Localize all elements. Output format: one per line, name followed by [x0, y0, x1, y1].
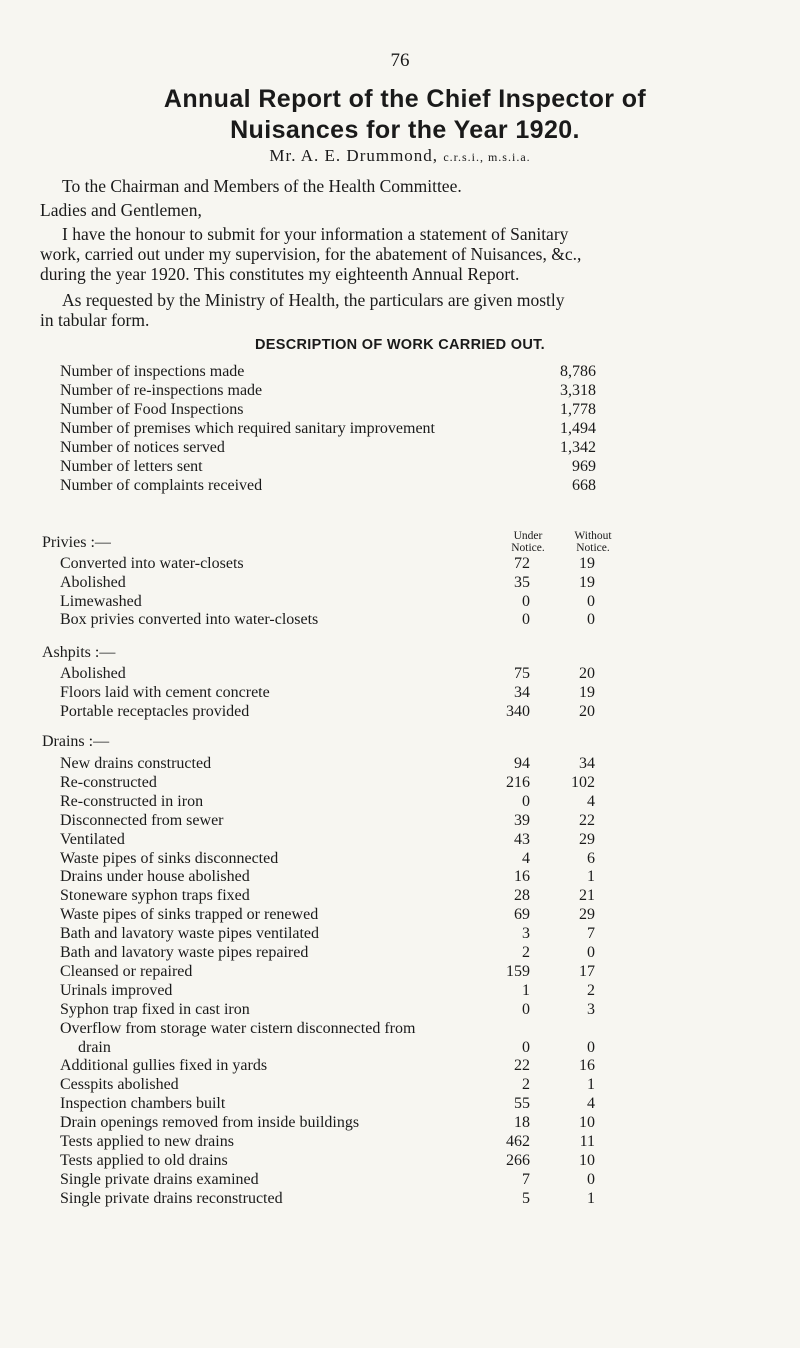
- row-label: Number of re-inspections made: [60, 382, 263, 399]
- without-notice-value: 4: [587, 1095, 595, 1113]
- under-notice-value: 462: [506, 1133, 530, 1150]
- row-label: Portable receptacles provided: [60, 703, 250, 720]
- under-notice-value: 4: [522, 849, 530, 867]
- table-row: [0, 1151, 800, 1171]
- drains-heading: Drains :—: [42, 733, 110, 750]
- title-line-1: Annual Report of the Chief Inspector of: [163, 85, 647, 113]
- under-notice-value: 5: [522, 1189, 530, 1207]
- table-row: [0, 962, 800, 982]
- row-label: Waste pipes of sinks trapped or renewed: [60, 906, 319, 924]
- under-notice-value: 159: [506, 962, 530, 980]
- row-label: Converted into water-closets: [60, 555, 244, 572]
- table-row: [0, 554, 800, 574]
- row-label: Re-constructed in iron: [60, 792, 204, 810]
- under-notice-value: 28: [514, 887, 530, 905]
- without-notice-value: 16: [579, 1057, 595, 1075]
- under-notice-value: 266: [506, 1151, 530, 1169]
- without-notice-value: 20: [579, 703, 595, 720]
- column-header-under-notice: Under Notice.: [511, 530, 545, 554]
- summary-row: [0, 457, 800, 477]
- row-label: Bath and lavatory waste pipes ventilated: [60, 925, 320, 943]
- under-notice-value: 39: [514, 811, 530, 829]
- without-notice-value: 34: [579, 755, 595, 772]
- under-notice-value: 75: [514, 665, 530, 682]
- table-row: [0, 886, 800, 906]
- without-notice-value: 102: [571, 773, 595, 791]
- row-label: Number of notices served: [60, 439, 225, 456]
- row-label: Cesspits abolished: [60, 1076, 179, 1094]
- under-notice-value: 0: [522, 1038, 530, 1056]
- row-label: Box privies converted into water-closets: [60, 611, 319, 629]
- row-label: Cleansed or repaired: [60, 962, 193, 980]
- without-notice-value: 10: [579, 1151, 595, 1169]
- row-label: Tests applied to new drains: [60, 1133, 234, 1150]
- table-row: [0, 773, 800, 793]
- table-row: [0, 924, 800, 944]
- under-notice-value: 0: [522, 592, 530, 610]
- row-label: Overflow from storage water cistern disconnected from: [60, 1019, 416, 1037]
- under-notice-value: 69: [514, 906, 530, 924]
- table-row: [0, 1132, 800, 1152]
- summary-row: [0, 381, 800, 401]
- report-title: [60, 84, 750, 146]
- under-notice-value: 34: [514, 684, 530, 701]
- under-notice-value: 2: [522, 1076, 530, 1094]
- row-value: 1,494: [560, 420, 596, 437]
- under-notice-value: 3: [522, 925, 530, 943]
- without-notice-value: 1: [587, 868, 595, 886]
- without-notice-value: 1: [587, 1076, 595, 1094]
- without-notice-value: 1: [587, 1189, 595, 1207]
- row-label: Inspection chambers built: [60, 1095, 226, 1113]
- table-row: [0, 830, 800, 850]
- table-row: [0, 1000, 800, 1020]
- row-label: Number of inspections made: [60, 363, 245, 380]
- author-qualifications: c.r.s.i., m.s.i.a.: [443, 150, 531, 164]
- without-notice-value: 0: [587, 592, 595, 610]
- table-row: [0, 792, 800, 812]
- row-label: Number of complaints received: [60, 477, 263, 494]
- intro-line: work, carried out under my supervision, for the abatement of Nuisances, &c.,: [40, 244, 582, 264]
- row-label: Single private drains examined: [60, 1170, 259, 1188]
- row-label: Drains under house abolished: [60, 868, 250, 886]
- row-label: Limewashed: [60, 592, 142, 610]
- row-label: Waste pipes of sinks disconnected: [60, 849, 279, 867]
- without-notice-value: 7: [587, 925, 595, 943]
- intro-line: during the year 1920. This constitutes my eighteenth Annual Report.: [40, 264, 520, 284]
- row-label: Bath and lavatory waste pipes repaired: [60, 944, 309, 961]
- without-notice-value: 0: [587, 1170, 595, 1188]
- row-label: Abolished: [60, 665, 126, 682]
- without-notice-value: 19: [579, 684, 595, 701]
- author-name: Mr. A. E. Drummond,: [269, 146, 439, 165]
- privies-heading: Privies :—: [42, 534, 111, 551]
- row-label: Disconnected from sewer: [60, 811, 224, 829]
- summary-row: [0, 438, 800, 458]
- table-row: [0, 1019, 800, 1039]
- salutation: Ladies and Gentlemen,: [40, 200, 202, 220]
- row-label: Single private drains reconstructed: [60, 1189, 283, 1207]
- table-row: [0, 849, 800, 869]
- row-value: 969: [572, 458, 596, 475]
- row-label: Tests applied to old drains: [60, 1151, 228, 1169]
- row-label: Re-constructed: [60, 773, 157, 791]
- without-notice-value: 6: [587, 849, 595, 867]
- under-notice-value: 7: [522, 1170, 530, 1188]
- table-row: [0, 664, 800, 684]
- author-line: [0, 146, 800, 166]
- salutation-to: To the Chairman and Members of the Health Committee.: [62, 176, 462, 196]
- table-row: [0, 981, 800, 1001]
- under-notice-value: 72: [514, 555, 530, 572]
- without-notice-value: 4: [587, 792, 595, 810]
- under-notice-value: 0: [522, 792, 530, 810]
- without-notice-value: 19: [579, 555, 595, 572]
- without-notice-value: 0: [587, 1038, 595, 1056]
- under-notice-value: 16: [514, 868, 530, 886]
- under-notice-value: 216: [506, 773, 530, 791]
- row-label: Stoneware syphon traps fixed: [60, 887, 250, 905]
- table-row: [0, 1094, 800, 1114]
- row-label: Syphon trap fixed in cast iron: [60, 1000, 250, 1018]
- under-notice-value: 43: [514, 830, 530, 848]
- table-row: [0, 683, 800, 703]
- under-notice-value: 18: [514, 1114, 530, 1132]
- table-row: [0, 1170, 800, 1190]
- under-notice-value: 1: [522, 981, 530, 999]
- under-notice-value: 0: [522, 1000, 530, 1018]
- under-notice-value: 340: [506, 703, 530, 720]
- summary-row: [0, 476, 800, 496]
- without-notice-value: 0: [587, 611, 595, 629]
- under-notice-value: 55: [514, 1095, 530, 1113]
- table-row: [0, 754, 800, 774]
- without-notice-value: 21: [579, 887, 595, 905]
- column-header-without-notice: Without Notice.: [574, 530, 612, 554]
- row-value: 3,318: [560, 382, 596, 399]
- without-notice-value: 29: [579, 830, 595, 848]
- row-label: Number of Food Inspections: [60, 401, 244, 418]
- without-notice-value: 0: [587, 944, 595, 961]
- summary-row: [0, 419, 800, 439]
- without-notice-value: 20: [579, 665, 595, 682]
- row-value: 1,342: [560, 439, 596, 456]
- without-notice-value: 10: [579, 1114, 595, 1132]
- intro-line: I have the honour to submit for your information a statement of Sanitary: [62, 224, 569, 244]
- row-value: 8,786: [560, 363, 596, 380]
- table-row: [0, 610, 800, 630]
- row-label: Drain openings removed from inside buildings: [60, 1114, 360, 1132]
- page-number: 76: [390, 50, 410, 71]
- table-row: [0, 592, 800, 612]
- table-row: [0, 905, 800, 925]
- without-notice-value: 29: [579, 906, 595, 924]
- table-row: [0, 702, 800, 722]
- row-label: New drains constructed: [60, 755, 212, 772]
- under-notice-value: 2: [522, 944, 530, 961]
- row-label: Number of premises which required sanitary improvement: [60, 420, 435, 437]
- request-line: As requested by the Ministry of Health, the particulars are given mostly: [62, 290, 565, 310]
- table-row: [0, 573, 800, 593]
- table-row: [0, 1113, 800, 1133]
- without-notice-value: 2: [587, 981, 595, 999]
- section-heading: DESCRIPTION OF WORK CARRIED OUT.: [255, 337, 545, 353]
- row-value: 668: [572, 477, 596, 494]
- table-row: [0, 1189, 800, 1209]
- under-notice-value: 94: [514, 755, 530, 772]
- table-row: [0, 943, 800, 963]
- without-notice-value: 3: [587, 1000, 595, 1018]
- without-notice-value: 11: [579, 1133, 595, 1150]
- row-label: drain: [78, 1038, 111, 1056]
- row-label: Additional gullies fixed in yards: [60, 1057, 268, 1075]
- row-label: Abolished: [60, 573, 126, 591]
- row-value: 1,778: [560, 401, 596, 418]
- ashpits-heading: Ashpits :—: [42, 644, 116, 661]
- summary-row: [0, 400, 800, 420]
- table-row: [0, 1056, 800, 1076]
- request-line: in tabular form.: [40, 310, 150, 330]
- under-notice-value: 0: [522, 611, 530, 629]
- title-line-2: Nuisances for the Year 1920.: [230, 116, 580, 144]
- table-row: [0, 867, 800, 887]
- without-notice-value: 17: [579, 962, 595, 980]
- summary-row: [0, 362, 800, 382]
- under-notice-value: 22: [514, 1057, 530, 1075]
- table-row: [0, 1038, 800, 1058]
- row-label: Urinals improved: [60, 981, 173, 999]
- without-notice-value: 22: [579, 811, 595, 829]
- without-notice-value: 19: [579, 573, 595, 591]
- row-label: Floors laid with cement concrete: [60, 684, 270, 701]
- row-label: Number of letters sent: [60, 458, 203, 475]
- table-row: [0, 1075, 800, 1095]
- table-row: [0, 811, 800, 831]
- row-label: Ventilated: [60, 830, 125, 848]
- under-notice-value: 35: [514, 573, 530, 591]
